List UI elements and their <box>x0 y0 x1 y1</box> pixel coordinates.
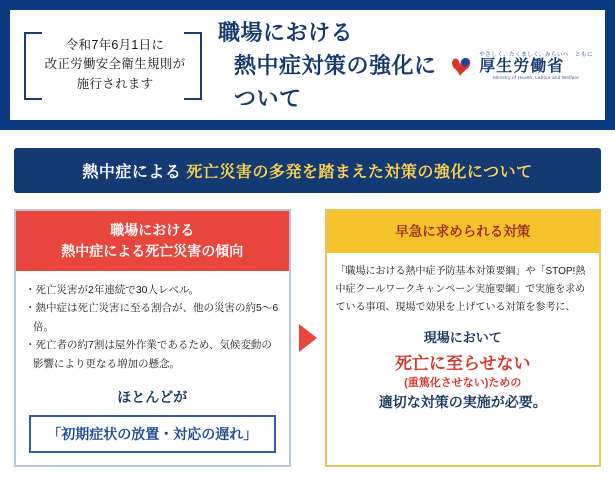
notice-box <box>18 24 208 106</box>
band-wrapper <box>0 130 615 193</box>
mhlw-tagline: やさしく、たくましく、みらいへ ともに <box>479 51 593 58</box>
header-content <box>10 10 605 120</box>
right-panel-paragraph: 「職場における熱中症予防基本対策要綱」や「STOP!熱中症クールワークキャンペーン実施要綱」で実施を求めている事項、現場で効果を上げている対策を参考に、 <box>335 266 586 314</box>
conclusion-line-4: 適切な対策の実施が必要。 <box>378 394 547 411</box>
notice-line-2: 改正労働安全衛生規則が <box>44 57 186 72</box>
right-panel-heading: 早急に求められる対策 <box>327 211 600 253</box>
list-item: ・熱中症は死亡災害に至る割合が、他の災害の約5～6倍。 <box>25 302 279 333</box>
mhlw-symbol-icon <box>448 52 474 78</box>
left-panel-mid-text: ほとんどが <box>117 388 188 405</box>
trend-bullet-list <box>25 281 280 373</box>
right-panel-conclusion <box>336 327 591 412</box>
left-panel-heading-line-1: 職場における <box>110 222 195 238</box>
band-text-accent: 死亡災害の多発を踏まえた対策の強化について <box>186 164 533 181</box>
left-panel-quote: 「初期症状の放置・対応の遅れ」 <box>29 415 276 453</box>
mhlw-logo <box>448 50 597 81</box>
band-text-before: 熱中症による <box>82 164 182 181</box>
right-panel <box>325 209 602 467</box>
section-band <box>14 148 601 193</box>
notice-line-1: 令和7年6月1日に <box>65 37 165 52</box>
mhlw-name: 厚生労働省 <box>479 57 565 75</box>
left-panel-heading-line-2: 熱中症による死亡災害の傾向 <box>61 243 244 259</box>
panels-row <box>0 193 615 477</box>
page-title-line-2: 熱中症対策の強化について <box>234 52 437 111</box>
list-item: ・死亡者の約7割は屋外作業であるため、気候変動の影響により更なる増加の懸念。 <box>25 339 272 370</box>
conclusion-line-1: 現場において <box>423 330 502 346</box>
notice-line-3: 施行されます <box>76 76 154 91</box>
right-panel-body <box>327 253 600 424</box>
conclusion-line-3: (重篤化させない)ための <box>404 377 522 390</box>
conclusion-line-2: 死亡に至らせない <box>395 354 531 374</box>
left-panel-heading <box>16 211 289 271</box>
left-panel <box>14 209 291 467</box>
page-title <box>208 16 448 115</box>
mhlw-logo-text <box>479 50 593 81</box>
list-item: ・死亡災害が2年連続で30人レベル。 <box>25 284 200 296</box>
left-panel-body <box>16 271 289 465</box>
arrow-right-icon <box>299 324 317 352</box>
mhlw-name-en: Ministry of Health, Labour and Welfare <box>493 75 580 81</box>
page-header <box>0 0 615 130</box>
page-title-line-1: 職場における <box>218 19 354 45</box>
flow-arrow <box>291 209 325 467</box>
